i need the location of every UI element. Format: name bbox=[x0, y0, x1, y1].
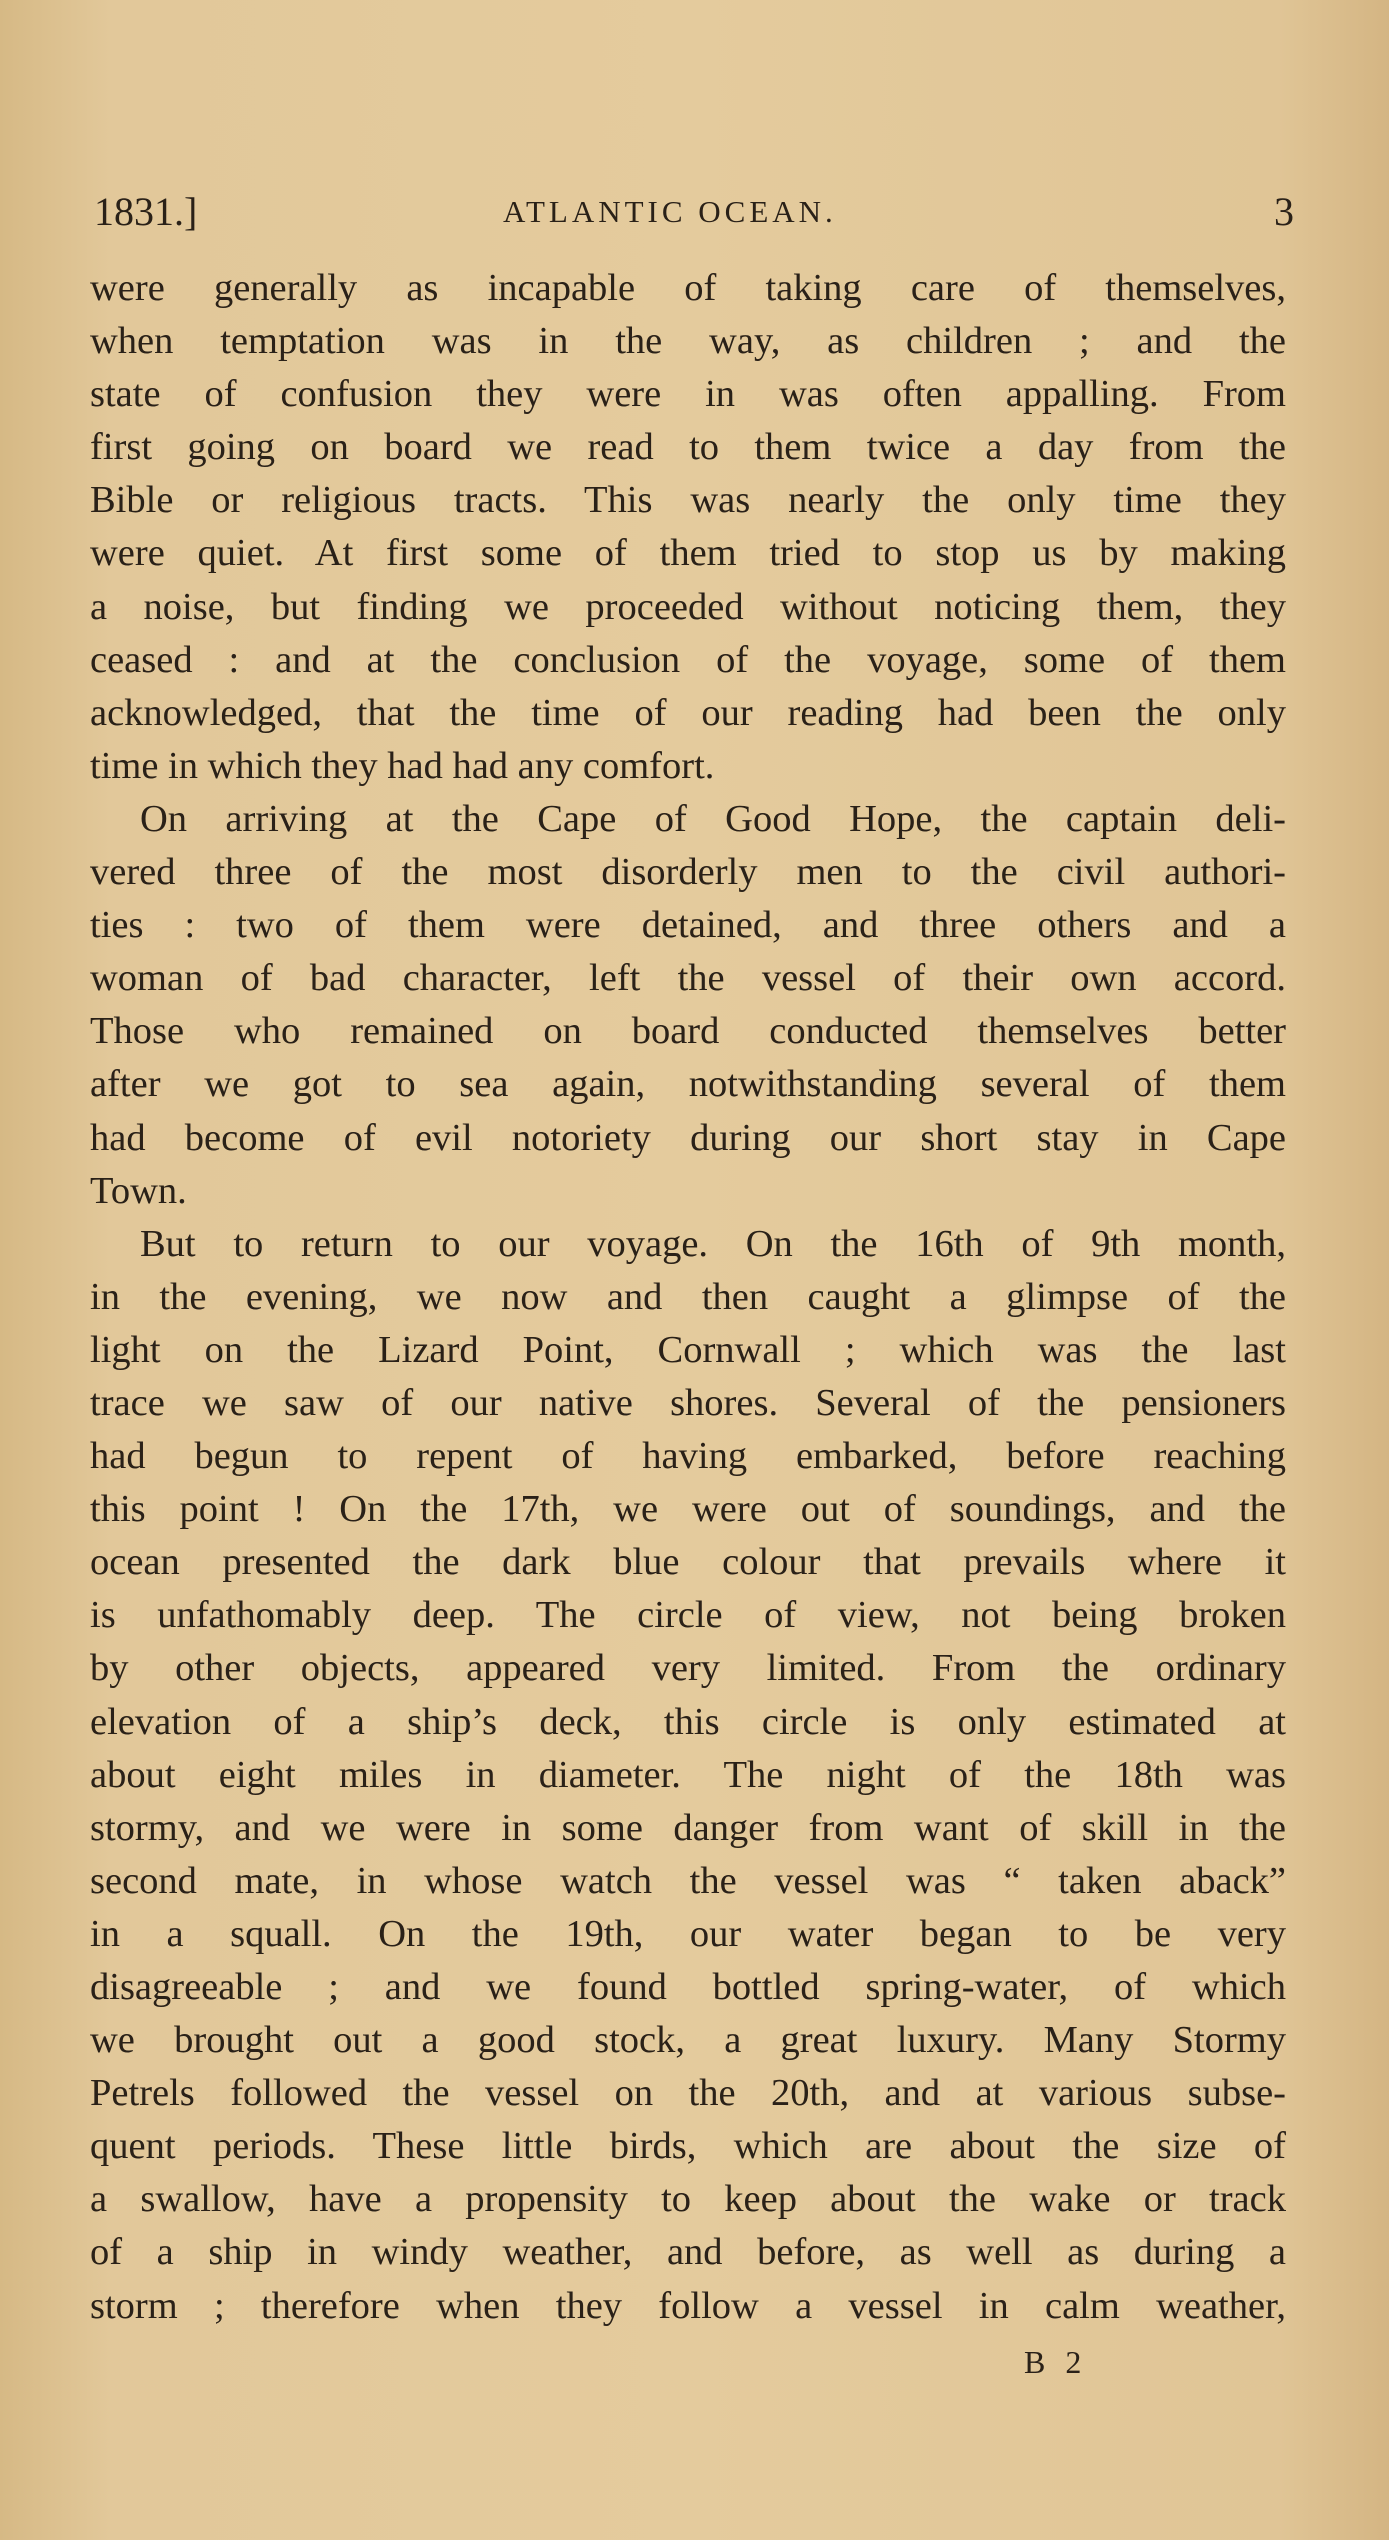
text-line: were generally as incapable of taking care of themselves, bbox=[90, 267, 1286, 309]
body-text bbox=[90, 262, 1286, 2333]
text-line: But to return to our voyage. On the 16th of 9th month, bbox=[140, 1222, 1286, 1265]
text-line: woman of bad character, left the vessel of their own accord. bbox=[90, 957, 1286, 1000]
text-line: a noise, but finding we proceeded without noticing them, they bbox=[90, 585, 1286, 628]
text-line: trace we saw of our native shores. Several of the pensioners bbox=[90, 1381, 1286, 1424]
text-line: disagreeable ; and we found bottled spring-water, of which bbox=[90, 1966, 1286, 2008]
text-line: acknowledged, that the time of our reading had been the only bbox=[90, 691, 1286, 734]
header-year: 1831.] bbox=[94, 189, 198, 234]
text-line: vered three of the most disorderly men to the civil authori- bbox=[90, 851, 1286, 894]
text-line: elevation of a ship’s deck, this circle is only estimated at bbox=[90, 1700, 1286, 1743]
running-header bbox=[88, 182, 1294, 242]
text-line: state of confusion they were in was often appalling. From bbox=[90, 373, 1286, 416]
text-line: when temptation was in the way, as children ; and the bbox=[90, 320, 1286, 363]
header-title: ATLANTIC OCEAN. bbox=[503, 194, 837, 229]
text-line: Town. bbox=[90, 1169, 187, 1212]
text-line: this point ! On the 17th, we were out of soundings, and the bbox=[90, 1488, 1286, 1531]
text-line: storm ; therefore when they follow a vessel in calm weather, bbox=[90, 2284, 1286, 2327]
text-line: Petrels followed the vessel on the 20th, and at various subse- bbox=[90, 2072, 1286, 2115]
text-line: in a squall. On the 19th, our water began to be very bbox=[90, 1912, 1286, 1955]
text-line: is unfathomably deep. The circle of view, not being broken bbox=[90, 1594, 1286, 1637]
text-line: had begun to repent of having embarked, before reaching bbox=[90, 1435, 1286, 1478]
text-line: we brought out a good stock, a great luxury. Many Stormy bbox=[90, 2019, 1286, 2062]
text-line: light on the Lizard Point, Cornwall ; which was the last bbox=[90, 1328, 1286, 1371]
text-line: ties : two of them were detained, and three others and a bbox=[90, 904, 1286, 947]
text-line: On arriving at the Cape of Good Hope, the captain deli- bbox=[140, 797, 1286, 840]
text-line: in the evening, we now and then caught a glimpse of the bbox=[90, 1275, 1286, 1318]
text-line: ceased : and at the conclusion of the voyage, some of them bbox=[90, 638, 1286, 681]
text-line: ocean presented the dark blue colour that prevails where it bbox=[90, 1541, 1286, 1584]
text-line: were quiet. At first some of them tried to stop us by making bbox=[90, 532, 1286, 575]
text-line: of a ship in windy weather, and before, as well as during a bbox=[90, 2231, 1286, 2274]
text-line: about eight miles in diameter. The night of the 18th was bbox=[90, 1753, 1286, 1796]
text-line: quent periods. These little birds, which are about the size of bbox=[90, 2125, 1286, 2168]
text-line: by other objects, appeared very limited. From the ordinary bbox=[90, 1647, 1286, 1690]
text-line: had become of evil notoriety during our short stay in Cape bbox=[90, 1116, 1286, 1159]
page-number: 3 bbox=[1274, 189, 1294, 234]
text-line: after we got to sea again, notwithstanding several of them bbox=[90, 1063, 1286, 1106]
text-line: Those who remained on board conducted themselves better bbox=[90, 1010, 1286, 1053]
text-line: time in which they had had any comfort. bbox=[90, 744, 715, 787]
text-line: Bible or religious tracts. This was nearly the only time they bbox=[90, 479, 1286, 522]
text-line: second mate, in whose watch the vessel was “ taken aback” bbox=[90, 1859, 1286, 1902]
signature-mark: B 2 bbox=[1024, 2344, 1088, 2380]
text-line: first going on board we read to them twice a day from the bbox=[90, 426, 1286, 469]
text-line: stormy, and we were in some danger from want of skill in the bbox=[90, 1806, 1286, 1849]
text-line: a swallow, have a propensity to keep about the wake or track bbox=[90, 2178, 1286, 2221]
